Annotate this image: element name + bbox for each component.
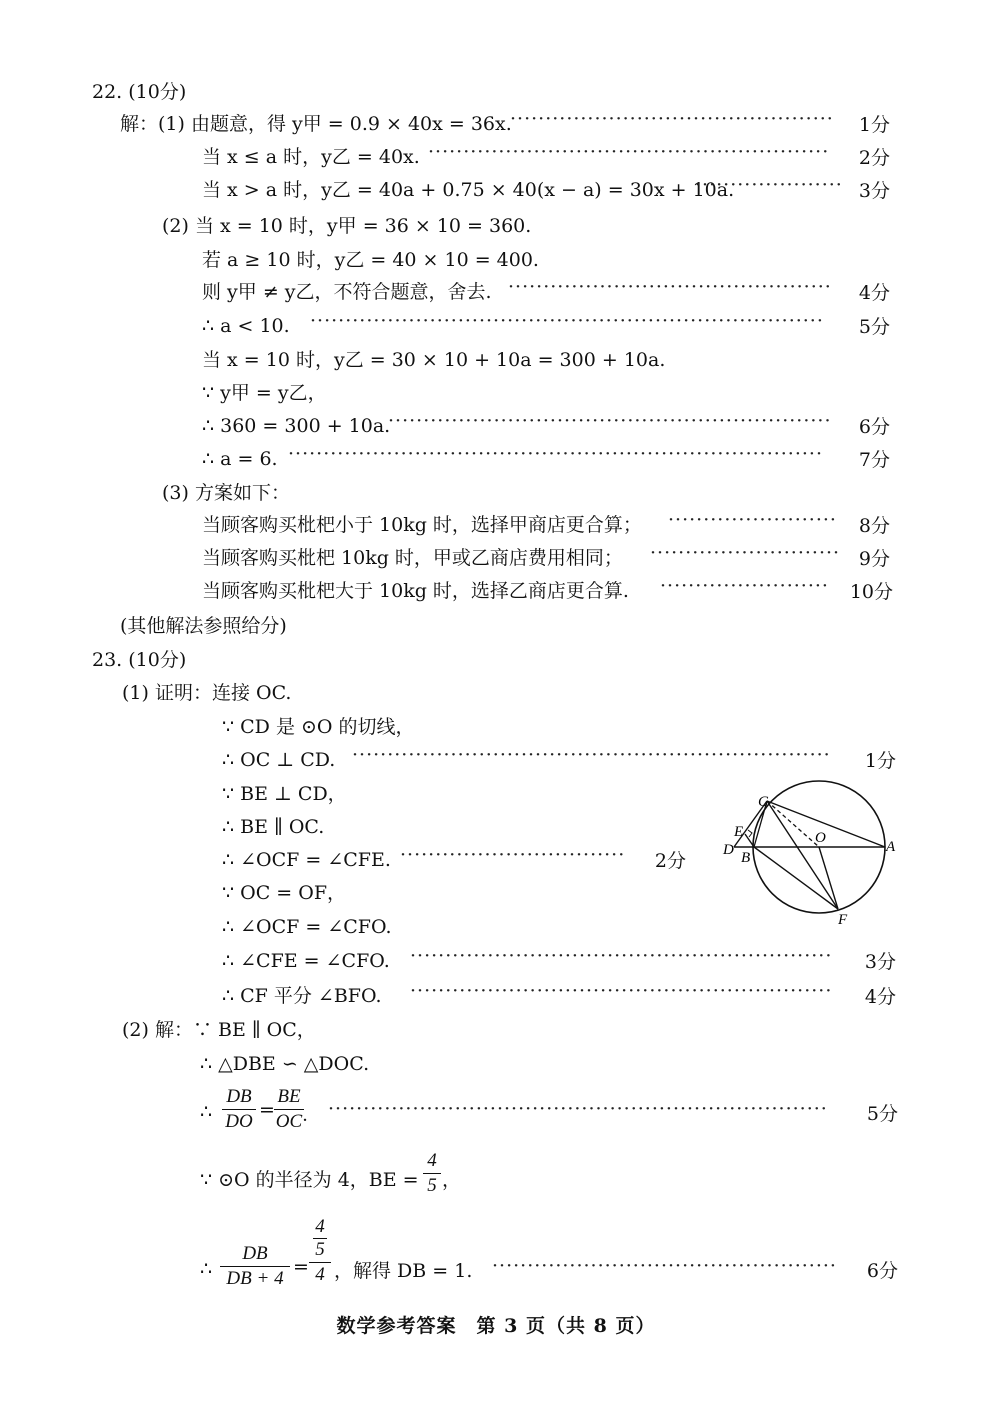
- score: 6分: [858, 416, 890, 438]
- inner-numerator: 4: [315, 1216, 325, 1237]
- chord-cf: [767, 801, 838, 909]
- score: 4分: [858, 282, 890, 304]
- fraction-denominator: OC: [275, 1111, 303, 1132]
- right-angle-mark: [748, 830, 752, 837]
- q22-heading: 22. (10分): [92, 81, 187, 103]
- score: 8分: [858, 515, 890, 537]
- line-text: 当 x > a 时，y乙 = 40a + 0.75 × 40(x − a) = 30x + 10a.: [202, 179, 735, 201]
- score: 10分: [849, 581, 893, 603]
- line-text: (3) 方案如下：: [162, 482, 290, 504]
- line-text: 若 a ≥ 10 时，y乙 = 40 × 10 = 400.: [202, 249, 539, 271]
- leader-dots: ····························································: [410, 980, 833, 1002]
- outer-denominator: 4: [315, 1264, 325, 1285]
- chord-ca: [767, 801, 885, 847]
- fraction-denominator: 5: [427, 1175, 437, 1196]
- leader-dots: ·········································································: [310, 310, 824, 332]
- leader-dots: ··············································: [508, 276, 832, 298]
- fraction-db-over-db-plus-4: [220, 1243, 290, 1290]
- score: 1分: [858, 114, 890, 136]
- score: 3分: [858, 180, 890, 202]
- line-text: 当顾客购买枇杷 10kg 时，甲或乙商店费用相同；: [202, 547, 623, 569]
- label-c: C: [758, 794, 769, 810]
- line-text: ∴ CF 平分 ∠BFO.: [222, 985, 382, 1007]
- score: 1分: [864, 750, 896, 772]
- score: 2分: [654, 850, 686, 872]
- compound-fraction: [309, 1216, 331, 1286]
- line-text: ∴ OC ⊥ CD.: [222, 749, 336, 771]
- equals-sign: =: [293, 1256, 309, 1278]
- fraction-denominator: DB + 4: [226, 1268, 284, 1289]
- q23-heading: 23. (10分): [92, 649, 187, 671]
- line-text: ∴ a < 10.: [202, 315, 290, 337]
- fraction-four-fifths: [423, 1150, 441, 1197]
- leader-dots: ····························································: [410, 945, 833, 967]
- score: 5分: [866, 1103, 898, 1125]
- fraction-numerator: DB: [226, 1086, 252, 1107]
- line-text: ∵ BE ⊥ CD，: [222, 783, 347, 805]
- inner-denominator: 5: [315, 1239, 325, 1260]
- label-a: A: [886, 839, 896, 855]
- score: 7分: [858, 449, 890, 471]
- leader-dots: ························: [660, 575, 829, 597]
- page-footer: 数学参考答案 第 3 页（共 8 页）: [336, 1315, 656, 1337]
- line-text: 当 x ≤ a 时，y乙 = 40x.: [202, 146, 420, 168]
- line-text: 当顾客购买枇杷小于 10kg 时，选择甲商店更合算；: [202, 514, 642, 536]
- leader-dots: ·······························································: [388, 410, 832, 432]
- leader-dots: ············································································: [288, 443, 824, 465]
- leader-dots: ························: [668, 509, 837, 531]
- line-text: ∴ BE ∥ OC.: [222, 816, 325, 838]
- leader-dots: ································: [400, 844, 626, 866]
- fraction-denominator: DO: [225, 1111, 253, 1132]
- score: 3分: [864, 951, 896, 973]
- leader-dots: ·······································································: [328, 1098, 828, 1120]
- line-text: ∴ ∠OCF = ∠CFE.: [222, 849, 391, 871]
- score: 4分: [864, 986, 896, 1008]
- label-b: B: [741, 850, 751, 866]
- line-text: 当 x = 10 时，y乙 = 30 × 10 + 10a = 300 + 10a.: [202, 349, 666, 371]
- leader-dots: ·················································: [492, 1255, 837, 1277]
- equals-sign: =: [259, 1099, 275, 1121]
- line-text: 解：(1) 由题意，得 y甲 = 0.9 × 40x = 36x.: [120, 113, 512, 135]
- comma: ，: [442, 1169, 462, 1191]
- label-d: D: [723, 842, 734, 858]
- score: 9分: [858, 548, 890, 570]
- line-text: ∴ ∠CFE = ∠CFO.: [222, 950, 390, 972]
- line-text: (2) 解：∵ BE ∥ OC，: [122, 1019, 316, 1041]
- line-text: (2) 当 x = 10 时，y甲 = 36 × 10 = 360.: [162, 215, 532, 237]
- line-text: ∴ 360 = 300 + 10a.: [202, 415, 391, 437]
- solve-result: ，解得 DB = 1.: [334, 1260, 473, 1282]
- leader-dots: ··············································: [510, 108, 834, 130]
- leader-dots: ·····················: [695, 174, 843, 196]
- radius-of: [819, 847, 838, 909]
- line-text: 则 y甲 ≠ y乙，不符合题意，舍去.: [202, 281, 492, 303]
- fraction-numerator: 4: [427, 1150, 437, 1171]
- fraction-be-oc: [274, 1086, 304, 1133]
- line-text: (1) 证明：连接 OC.: [122, 682, 292, 704]
- fraction-numerator: DB: [242, 1243, 268, 1264]
- label-f: F: [838, 912, 848, 928]
- line-text: 当顾客购买枇杷大于 10kg 时，选择乙商店更合算.: [202, 580, 629, 602]
- leader-dots: ····································································: [352, 744, 831, 766]
- fraction-numerator: BE: [277, 1086, 301, 1107]
- chord-bf: [754, 847, 838, 909]
- therefore-symbol: ∴: [200, 1101, 213, 1123]
- q22-note: (其他解法参照给分): [120, 615, 287, 637]
- line-text: ∵ CD 是 ⊙O 的切线，: [222, 716, 415, 738]
- label-o: O: [815, 830, 826, 846]
- leader-dots: ···························: [650, 542, 841, 564]
- score: 6分: [866, 1260, 898, 1282]
- line-text: ∴ △DBE ∽ △DOC.: [200, 1053, 370, 1075]
- circle-geometry-figure: [718, 774, 908, 934]
- line-text: ∵ y甲 = y乙，: [202, 382, 327, 404]
- line-text: ∵ OC = OF，: [222, 882, 347, 904]
- line-text: ∴ ∠OCF = ∠CFO.: [222, 916, 392, 938]
- label-e: E: [734, 824, 744, 840]
- score: 2分: [858, 147, 890, 169]
- leader-dots: ·························································: [428, 141, 830, 163]
- therefore-symbol: ∴: [200, 1258, 213, 1280]
- line-text: ∴ a = 6.: [202, 448, 278, 470]
- radius-text: ∵ ⊙O 的半径为 4，BE =: [200, 1169, 419, 1191]
- period: .: [303, 1104, 308, 1126]
- score: 5分: [858, 316, 890, 338]
- fraction-db-do: [222, 1086, 256, 1133]
